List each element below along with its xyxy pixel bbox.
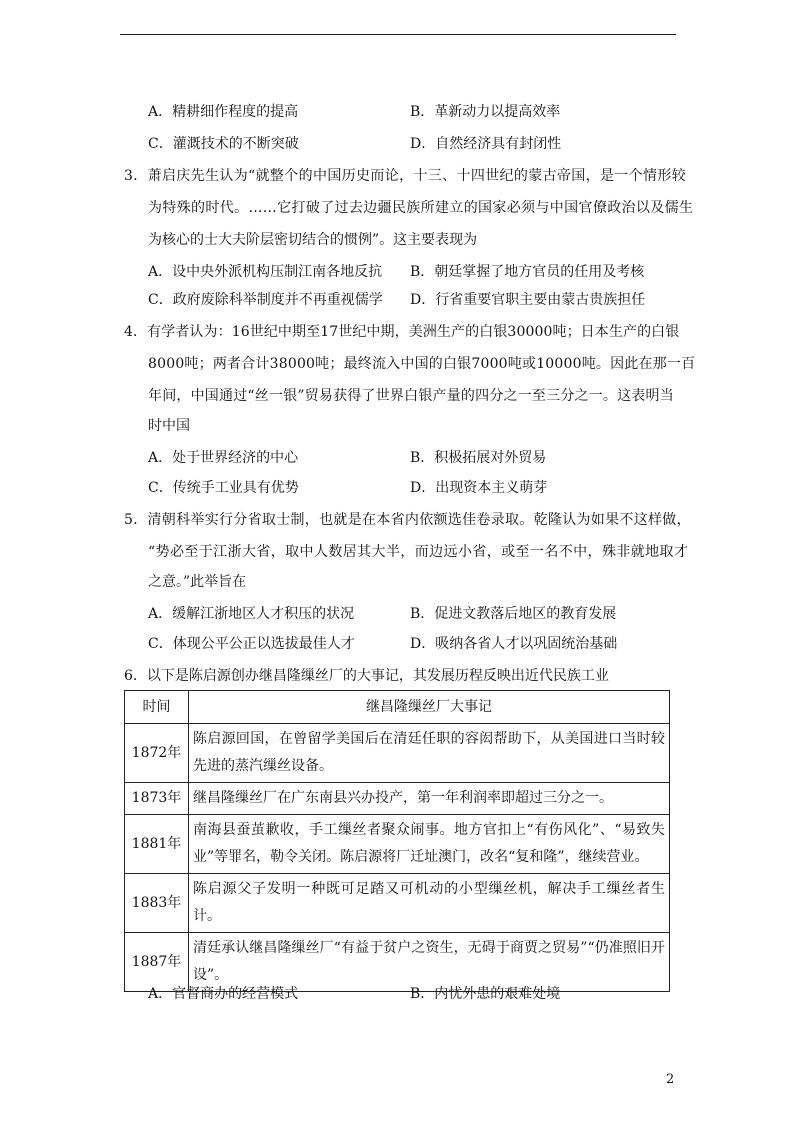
q4-stem-line-4: 时中国 — [148, 418, 190, 434]
q3-option-b: B．朝廷掌握了地方官员的任用及考核 — [410, 264, 645, 280]
q5-option-c: C．体现公平公正以选拔最佳人才 — [148, 636, 355, 652]
header-events: 继昌隆缫丝厂大事记 — [189, 691, 670, 724]
q5-stem-line-3: 之意。”此举旨在 — [148, 574, 247, 590]
q2-option-c: C．灌溉技术的不断突破 — [148, 136, 299, 152]
q4-stem-line-3: 年间，中国通过“丝一银”贸易获得了世界白银产量的四分之一至三分之一。这表明当 — [148, 388, 674, 404]
q2-option-a: A．精耕细作程度的提高 — [148, 104, 299, 120]
q4-option-c: C．传统手工业具有优势 — [148, 480, 299, 496]
row-year: 1872年 — [125, 724, 189, 783]
q4-stem-line-2: 8000吨；两者合计38000吨；最终流入中国的白银7000吨或10000吨。因此在那一百 — [148, 356, 696, 372]
q3-stem-line-3: 为核心的士大夫阶层密切结合的惯例”。这主要表现为 — [148, 232, 478, 248]
q4-option-a: A．处于世界经济的中心 — [148, 450, 299, 466]
q2-option-d: D．自然经济具有封闭性 — [410, 136, 562, 152]
row-year: 1881年 — [125, 815, 189, 874]
row-event: 陈启源回国，在曾留学美国后在清廷任职的容闳帮助下，从美国进口当时较先进的蒸汽缫丝设备。 — [189, 724, 670, 783]
row-year: 1887年 — [125, 933, 189, 992]
q3-option-a: A．设中央外派机构压制江南各地反抗 — [148, 264, 383, 280]
table-header-row — [125, 691, 670, 724]
q5-option-a: A．缓解江浙地区人才积压的状况 — [148, 606, 355, 622]
table-row — [125, 933, 670, 992]
q5-stem-line-2: “势必至于江浙大省，取中人数居其大半，而边远小省，或至一名不中，殊非就地取才 — [148, 544, 689, 560]
row-event: 南海县蚕茧歉收，手工缫丝者聚众闹事。地方官扣上“有伤风化”、“易致失业”等罪名，勒令关闭。陈启源将厂迁址澳门，改名“复和隆”，继续营业。 — [189, 815, 670, 874]
q5-stem-line-1: 5．清朝科举实行分省取士制，也就是在本省内依额选佳卷录取。乾隆认为如果不这样做， — [124, 512, 691, 528]
q2-option-b: B．革新动力以提高效率 — [410, 104, 561, 120]
row-event: 清廷承认继昌隆缫丝厂“有益于贫户之资生，无碍于商贾之贸易”“仍准照旧开设”。 — [189, 933, 670, 992]
header-rule — [120, 34, 676, 35]
page-number: 2 — [666, 1072, 675, 1087]
row-event: 继昌隆缫丝厂在广东南县兴办投产，第一年利润率即超过三分之一。 — [189, 783, 670, 815]
q3-stem-line-2: 为特殊的时代。……它打破了过去边疆民族所建立的国家必须与中国官僚政治以及儒生 — [148, 200, 694, 216]
row-year: 1883年 — [125, 874, 189, 933]
table-row — [125, 815, 670, 874]
q3-option-d: D．行省重要官职主要由蒙古贵族担任 — [410, 292, 646, 308]
q6-option-b: B．内忧外患的艰难处境 — [410, 986, 561, 1002]
row-year: 1873年 — [125, 783, 189, 815]
table-row — [125, 724, 670, 783]
table-row — [125, 783, 670, 815]
row-event: 陈启源父子发明一种既可足踏又可机动的小型缫丝机，解决手工缫丝者生计。 — [189, 874, 670, 933]
q6-stem: 6．以下是陈启源创办继昌隆缫丝厂的大事记，其发展历程反映出近代民族工业 — [124, 668, 609, 684]
silk-factory-events-table — [124, 690, 670, 992]
q4-option-d: D．出现资本主义萌芽 — [410, 480, 548, 496]
q4-option-b: B．积极拓展对外贸易 — [410, 450, 547, 466]
q3-stem-line-1: 3．萧启庆先生认为“就整个的中国历史而论，十三、十四世纪的蒙古帝国，是一个情形较 — [124, 168, 687, 184]
table-row — [125, 874, 670, 933]
q5-option-b: B．促进文教落后地区的教育发展 — [410, 606, 617, 622]
q5-option-d: D．吸纳各省人才以巩固统治基础 — [410, 636, 618, 652]
q6-option-a: A．官督商办的经营模式 — [148, 986, 299, 1002]
header-year: 时间 — [125, 691, 189, 724]
q3-option-c: C．政府废除科举制度并不再重视儒学 — [148, 292, 383, 308]
q4-stem-line-1: 4．有学者认为：16世纪中期至17世纪中期，美洲生产的白银30000吨；日本生产的白银 — [124, 324, 680, 340]
